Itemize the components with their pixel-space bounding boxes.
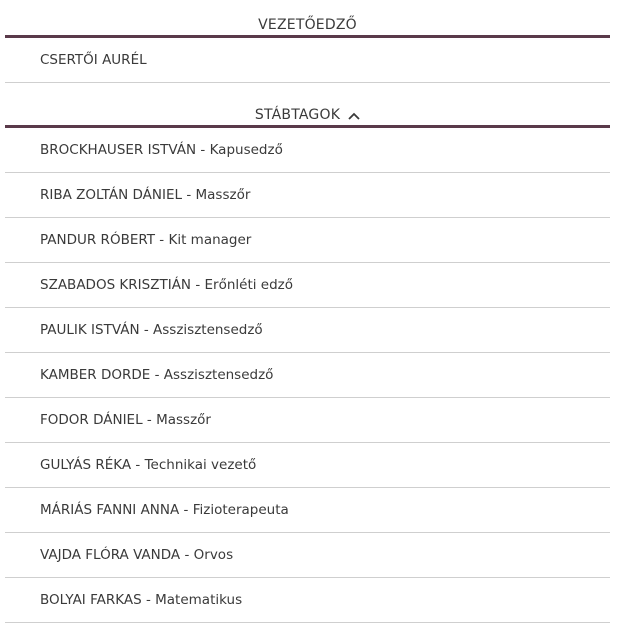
- staff-member-separator: -: [179, 502, 193, 518]
- chevron-up-icon[interactable]: [348, 111, 360, 121]
- staff-member-role: Fizioterapeuta: [192, 502, 289, 518]
- staff-member-separator: -: [182, 187, 196, 203]
- head-coach-name: CSERTŐI AURÉL: [40, 52, 147, 68]
- staff-member-separator: -: [180, 547, 194, 563]
- staff-member-row: [5, 353, 610, 398]
- staff-members-list: [5, 128, 610, 623]
- staff-member-row: [5, 128, 610, 173]
- staff-member-separator: -: [155, 232, 169, 248]
- staff-member-role: Matematikus: [155, 592, 243, 608]
- staff-member-name: PAULIK ISTVÁN: [40, 322, 140, 338]
- staff-member-role: Kit manager: [168, 232, 252, 248]
- staff-member-name: KAMBER DORDE: [40, 367, 151, 383]
- staff-list-container: [5, 0, 610, 623]
- staff-member-separator: -: [142, 412, 157, 428]
- staff-member-name: GULYÁS RÉKA: [40, 457, 132, 473]
- staff-member-role: Erőnléti edző: [204, 277, 294, 293]
- staff-title: STÁBTAGOK: [254, 107, 341, 123]
- staff-member-role: Masszőr: [195, 187, 251, 203]
- staff-member-row: [5, 488, 610, 533]
- staff-member-row: [5, 263, 610, 308]
- staff-member-role: Orvos: [193, 547, 234, 563]
- head-coach-header: [5, 0, 610, 38]
- staff-member-name: BROCKHAUSER ISTVÁN: [40, 142, 197, 158]
- staff-member-row: [5, 308, 610, 353]
- staff-member-name: FODOR DÁNIEL: [40, 412, 143, 428]
- staff-member-row: [5, 533, 610, 578]
- staff-member-separator: -: [141, 592, 156, 608]
- staff-member-name: SZABADOS KRISZTIÁN: [40, 277, 192, 293]
- staff-member-separator: -: [150, 367, 164, 383]
- staff-member-separator: -: [196, 142, 210, 158]
- staff-member-role: Asszisztensedző: [153, 322, 263, 338]
- staff-member-role: Masszőr: [156, 412, 211, 428]
- staff-member-name: PANDUR RÓBERT: [40, 232, 156, 248]
- staff-member-name: VAJDA FLÓRA VANDA: [40, 547, 181, 563]
- staff-member-row: [5, 578, 610, 623]
- staff-member-row: [5, 443, 610, 488]
- staff-member-name: MÁRIÁS FANNI ANNA: [40, 502, 180, 518]
- staff-member-role: Asszisztensedző: [163, 367, 274, 383]
- staff-member-separator: -: [131, 457, 145, 473]
- head-coach-title: VEZETŐEDZŐ: [258, 17, 357, 33]
- staff-member-role: Kapusedző: [209, 142, 283, 158]
- staff-member-row: [5, 398, 610, 443]
- staff-member-role: Technikai vezető: [144, 457, 257, 473]
- head-coach-row: [5, 38, 610, 83]
- staff-member-row: [5, 173, 610, 218]
- staff-member-separator: -: [191, 277, 205, 293]
- staff-member-row: [5, 218, 610, 263]
- staff-header[interactable]: [5, 107, 610, 128]
- staff-member-separator: -: [139, 322, 154, 338]
- staff-member-name: BOLYAI FARKAS: [40, 592, 142, 608]
- staff-member-name: RIBA ZOLTÁN DÁNIEL: [40, 187, 183, 203]
